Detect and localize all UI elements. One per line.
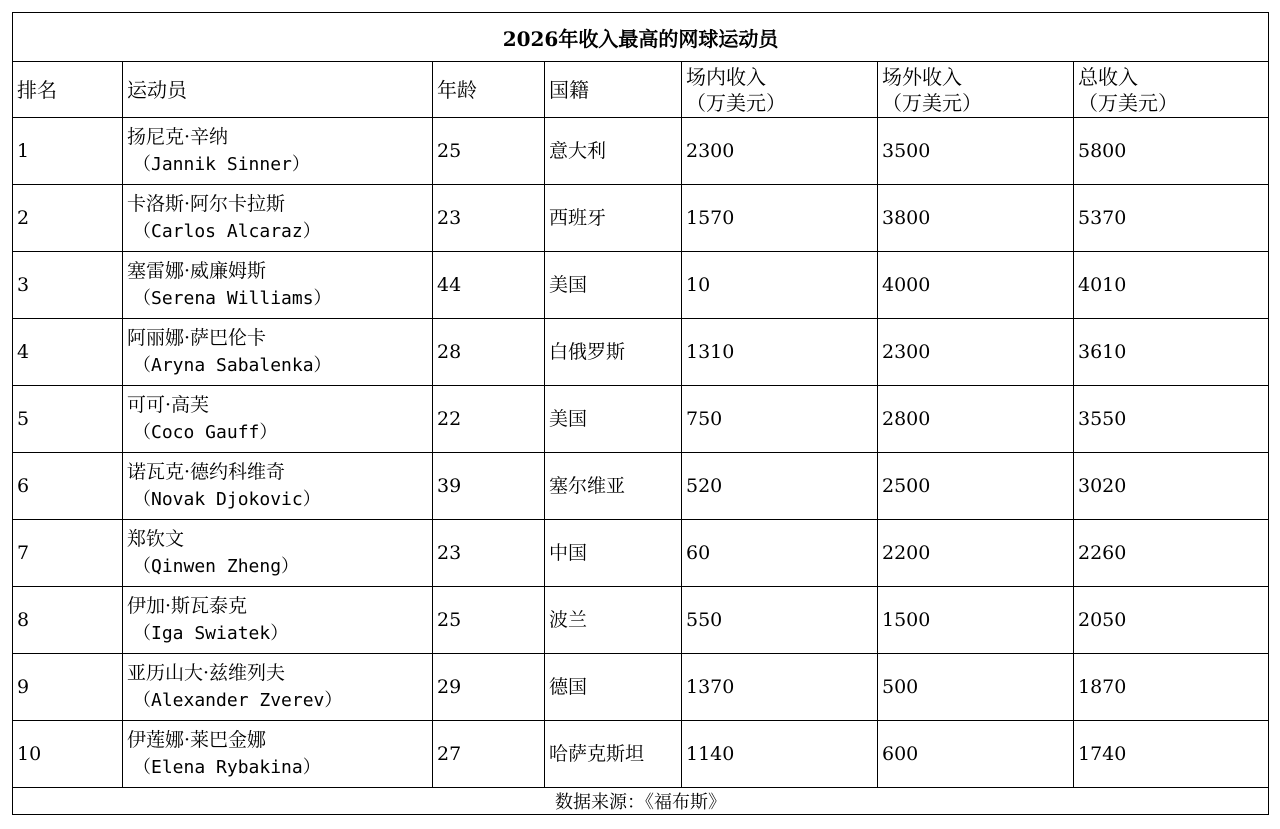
- rank-cell: 3: [13, 252, 123, 319]
- player-name-english: （Qinwen Zheng）: [133, 556, 300, 577]
- nationality-cell: 意大利: [545, 118, 682, 185]
- header-total-unit: （万美元）: [1078, 90, 1178, 115]
- player-name-english: （Elena Rybakina）: [133, 757, 321, 778]
- header-offcourt: [878, 62, 1074, 118]
- table-row: [13, 453, 1269, 520]
- offcourt-cell: 2300: [878, 319, 1074, 386]
- total-cell: 1740: [1074, 721, 1269, 788]
- oncourt-cell: 1370: [682, 654, 878, 721]
- header-player: 运动员: [123, 62, 433, 118]
- age-cell: 25: [433, 587, 545, 654]
- table-row: [13, 587, 1269, 654]
- age-cell: 29: [433, 654, 545, 721]
- rank-cell: 10: [13, 721, 123, 788]
- header-row: [13, 62, 1269, 118]
- rank-cell: 7: [13, 520, 123, 587]
- offcourt-cell: 3800: [878, 185, 1074, 252]
- oncourt-cell: 1570: [682, 185, 878, 252]
- header-total: [1074, 62, 1269, 118]
- header-oncourt-label: 场内收入: [686, 64, 766, 89]
- header-oncourt-unit: （万美元）: [686, 90, 786, 115]
- oncourt-cell: 550: [682, 587, 878, 654]
- offcourt-cell: 2500: [878, 453, 1074, 520]
- player-name-chinese: 郑钦文: [127, 528, 185, 550]
- table-title: 2026年收入最高的网球运动员: [13, 13, 1269, 62]
- age-cell: 23: [433, 520, 545, 587]
- total-cell: 2260: [1074, 520, 1269, 587]
- table-row: [13, 386, 1269, 453]
- header-age: 年龄: [433, 62, 545, 118]
- header-oncourt: [682, 62, 878, 118]
- oncourt-cell: 1310: [682, 319, 878, 386]
- age-cell: 28: [433, 319, 545, 386]
- total-cell: 2050: [1074, 587, 1269, 654]
- total-cell: 3550: [1074, 386, 1269, 453]
- rank-cell: 6: [13, 453, 123, 520]
- oncourt-cell: 1140: [682, 721, 878, 788]
- player-name-chinese: 伊加·斯瓦泰克: [127, 595, 248, 617]
- player-name-chinese: 扬尼克·辛纳: [127, 126, 229, 148]
- player-name-english: （Coco Gauff）: [133, 422, 278, 443]
- player-name-chinese: 诺瓦克·德约科维奇: [127, 461, 286, 483]
- player-name-chinese: 阿丽娜·萨巴伦卡: [127, 327, 267, 349]
- table-row: [13, 185, 1269, 252]
- nationality-cell: 德国: [545, 654, 682, 721]
- offcourt-cell: 4000: [878, 252, 1074, 319]
- age-cell: 27: [433, 721, 545, 788]
- total-cell: 5370: [1074, 185, 1269, 252]
- player-name-english: （Carlos Alcaraz）: [133, 221, 321, 242]
- nationality-cell: 哈萨克斯坦: [545, 721, 682, 788]
- oncourt-cell: 2300: [682, 118, 878, 185]
- player-name-chinese: 亚历山大·兹维列夫: [127, 662, 286, 684]
- player-cell: [123, 587, 433, 654]
- player-name-chinese: 卡洛斯·阿尔卡拉斯: [127, 193, 286, 215]
- rank-cell: 4: [13, 319, 123, 386]
- total-cell: 1870: [1074, 654, 1269, 721]
- oncourt-cell: 750: [682, 386, 878, 453]
- table-row: [13, 252, 1269, 319]
- offcourt-cell: 500: [878, 654, 1074, 721]
- nationality-cell: 白俄罗斯: [545, 319, 682, 386]
- player-name-english: （Jannik Sinner）: [133, 154, 310, 175]
- total-cell: 3610: [1074, 319, 1269, 386]
- player-cell: [123, 319, 433, 386]
- table-row: [13, 721, 1269, 788]
- offcourt-cell: 600: [878, 721, 1074, 788]
- rank-cell: 9: [13, 654, 123, 721]
- player-name-chinese: 塞雷娜·威廉姆斯: [127, 260, 267, 282]
- earnings-table: [12, 12, 1269, 815]
- table-row: [13, 520, 1269, 587]
- data-source: 数据来源：《福布斯》: [13, 788, 1269, 815]
- player-cell: [123, 386, 433, 453]
- rank-cell: 1: [13, 118, 123, 185]
- header-nationality: 国籍: [545, 62, 682, 118]
- player-name-english: （Serena Williams）: [133, 288, 332, 309]
- offcourt-cell: 3500: [878, 118, 1074, 185]
- rank-cell: 5: [13, 386, 123, 453]
- rank-cell: 2: [13, 185, 123, 252]
- offcourt-cell: 2800: [878, 386, 1074, 453]
- age-cell: 22: [433, 386, 545, 453]
- oncourt-cell: 60: [682, 520, 878, 587]
- nationality-cell: 美国: [545, 386, 682, 453]
- age-cell: 39: [433, 453, 545, 520]
- player-name-english: （Aryna Sabalenka）: [133, 355, 332, 376]
- player-cell: [123, 185, 433, 252]
- player-cell: [123, 520, 433, 587]
- nationality-cell: 波兰: [545, 587, 682, 654]
- table-row: [13, 654, 1269, 721]
- rank-cell: 8: [13, 587, 123, 654]
- player-cell: [123, 654, 433, 721]
- player-name-english: （Iga Swiatek）: [133, 623, 289, 644]
- age-cell: 44: [433, 252, 545, 319]
- nationality-cell: 塞尔维亚: [545, 453, 682, 520]
- total-cell: 3020: [1074, 453, 1269, 520]
- nationality-cell: 中国: [545, 520, 682, 587]
- player-name-english: （Alexander Zverev）: [133, 690, 343, 711]
- age-cell: 25: [433, 118, 545, 185]
- offcourt-cell: 1500: [878, 587, 1074, 654]
- player-name-chinese: 伊莲娜·莱巴金娜: [127, 729, 267, 751]
- player-cell: [123, 721, 433, 788]
- offcourt-cell: 2200: [878, 520, 1074, 587]
- player-cell: [123, 252, 433, 319]
- header-offcourt-label: 场外收入: [882, 64, 962, 89]
- player-name-chinese: 可可·高芙: [127, 394, 210, 416]
- header-rank: 排名: [13, 62, 123, 118]
- player-cell: [123, 453, 433, 520]
- player-name-english: （Novak Djokovic）: [133, 489, 321, 510]
- age-cell: 23: [433, 185, 545, 252]
- oncourt-cell: 520: [682, 453, 878, 520]
- header-total-label: 总收入: [1078, 64, 1138, 89]
- total-cell: 5800: [1074, 118, 1269, 185]
- nationality-cell: 西班牙: [545, 185, 682, 252]
- header-offcourt-unit: （万美元）: [882, 90, 982, 115]
- nationality-cell: 美国: [545, 252, 682, 319]
- total-cell: 4010: [1074, 252, 1269, 319]
- table-row: [13, 118, 1269, 185]
- player-cell: [123, 118, 433, 185]
- table-row: [13, 319, 1269, 386]
- oncourt-cell: 10: [682, 252, 878, 319]
